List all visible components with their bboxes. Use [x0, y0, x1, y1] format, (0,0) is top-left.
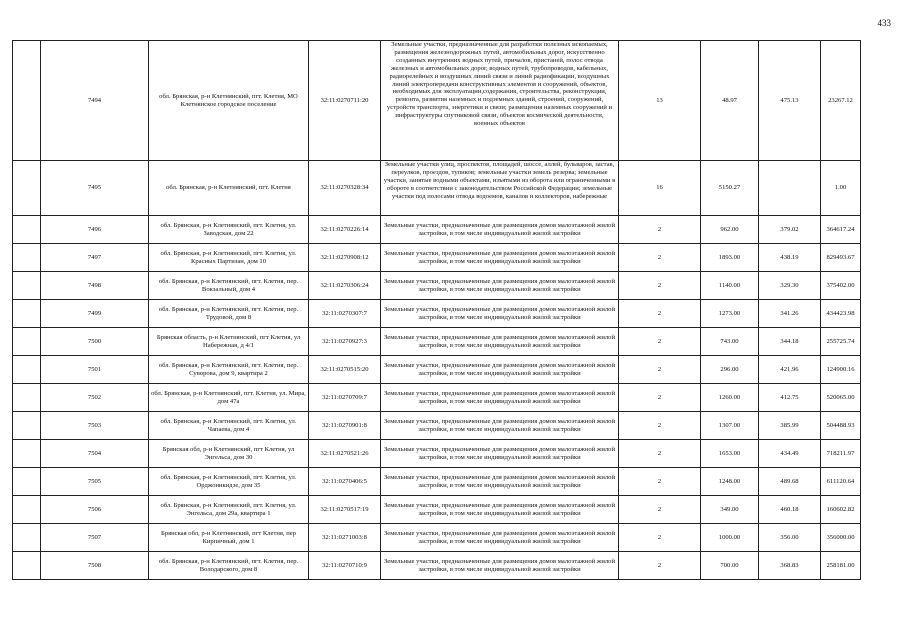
specific-cadastral-value: 438.19 — [759, 244, 821, 272]
specific-cadastral-value: 341.26 — [759, 300, 821, 328]
plot-address: обл. Брянская, р-н Клетнянский, пгт. Клетня, пер. Володарского, дом 8 — [149, 552, 309, 580]
use-group-code: 2 — [619, 328, 701, 356]
plot-address: обл. Брянская, р-н Клетнянский, пгт. Клетня, ул. Красных Партизан, дом 10 — [149, 244, 309, 272]
permitted-use: Земельные участки, предназначенные для размещения домов малоэтажной жилой застройки, в том числе индивидуальной жилой застройки — [381, 300, 619, 328]
cadastral-value: 375402.00 — [821, 272, 861, 300]
use-group-code: 2 — [619, 216, 701, 244]
table-row — [13, 300, 861, 328]
specific-cadastral-value: 379.02 — [759, 216, 821, 244]
table-row — [13, 244, 861, 272]
plot-area: 296.00 — [701, 356, 759, 384]
plot-area: 1140.00 — [701, 272, 759, 300]
plot-area: 1248.00 — [701, 468, 759, 496]
land-plots-table — [12, 40, 861, 580]
plot-address: обл. Брянская, р-н Клетнянский, пгт. Клетня, пер. Вокзальный, дом 4 — [149, 272, 309, 300]
cadastral-number: 32:11:0270226:14 — [309, 216, 381, 244]
plot-area: 1653.00 — [701, 440, 759, 468]
plot-area: 743.00 — [701, 328, 759, 356]
permitted-use: Земельные участки улиц, проспектов, площадей, шоссе, аллей, бульваров, застав, переулков, проездов, тупиков; земельные участки земель резерва; земельные участки, занятые водными объектами, изъятыми из оборота или ограниченными в обороте в соответствии с законодательством Российской Федерации; земельные участки под полосами отвода водоемов, каналов и коллекторов, набережные — [381, 161, 619, 216]
cadastral-number: 32:11:0270927:3 — [309, 328, 381, 356]
table-row — [13, 161, 861, 216]
plot-address: обл. Брянская, р-н Клетнянский, пгт. Клетня, ул. Энгельса, дом 29а, квартира 1 — [149, 496, 309, 524]
use-group-code: 16 — [619, 161, 701, 216]
row-blank-cell — [13, 440, 41, 468]
row-blank-cell — [13, 356, 41, 384]
cadastral-number: 32:11:0270515:20 — [309, 356, 381, 384]
specific-cadastral-value: 385.99 — [759, 412, 821, 440]
row-number: 7501 — [41, 356, 149, 384]
specific-cadastral-value: 434.49 — [759, 440, 821, 468]
plot-area: 48.97 — [701, 41, 759, 161]
cadastral-value: 356000.00 — [821, 524, 861, 552]
row-number: 7500 — [41, 328, 149, 356]
permitted-use: Земельные участки, предназначенные для размещения домов малоэтажной жилой застройки, в том числе индивидуальной жилой застройки — [381, 468, 619, 496]
row-number: 7496 — [41, 216, 149, 244]
row-number: 7508 — [41, 552, 149, 580]
use-group-code: 2 — [619, 244, 701, 272]
permitted-use: Земельные участки, предназначенные для размещения домов малоэтажной жилой застройки, в том числе индивидуальной жилой застройки — [381, 216, 619, 244]
plot-area: 700.00 — [701, 552, 759, 580]
table-row — [13, 552, 861, 580]
cadastral-value: 258181.00 — [821, 552, 861, 580]
cadastral-value: 1.00 — [821, 161, 861, 216]
permitted-use: Земельные участки, предназначенные для размещения домов малоэтажной жилой застройки, в том числе индивидуальной жилой застройки — [381, 272, 619, 300]
use-group-code: 2 — [619, 524, 701, 552]
table-row — [13, 272, 861, 300]
cadastral-number: 32:11:0270517:19 — [309, 496, 381, 524]
plot-address: обл. Брянская, р-н Клетнянский, пгт. Клетня, пер. Суворова, дом 9, квартира 2 — [149, 356, 309, 384]
cadastral-number: 32:11:0270306:24 — [309, 272, 381, 300]
row-number: 7507 — [41, 524, 149, 552]
plot-area: 1273.00 — [701, 300, 759, 328]
use-group-code: 2 — [619, 496, 701, 524]
use-group-code: 2 — [619, 552, 701, 580]
cadastral-number: 32:11:0270709:7 — [309, 384, 381, 412]
permitted-use: Земельные участки, предназначенные для размещения домов малоэтажной жилой застройки, в том числе индивидуальной жилой застройки — [381, 496, 619, 524]
specific-cadastral-value: 368.83 — [759, 552, 821, 580]
specific-cadastral-value — [759, 161, 821, 216]
plot-address: Брянская область, р-н Клетнянский, пгт Клетня, ул Набережная, д 4/1 — [149, 328, 309, 356]
table-row — [13, 496, 861, 524]
cadastral-value: 23267.12 — [821, 41, 861, 161]
cadastral-number: 32:11:0270521:26 — [309, 440, 381, 468]
row-blank-cell — [13, 496, 41, 524]
row-blank-cell — [13, 384, 41, 412]
row-blank-cell — [13, 300, 41, 328]
permitted-use: Земельные участки, предназначенные для размещения домов малоэтажной жилой застройки, в том числе индивидуальной жилой застройки — [381, 328, 619, 356]
plot-address: Брянская обл, р-н Клетнянский, пгт Клетня, пер Кирпичный, дом 1 — [149, 524, 309, 552]
row-number: 7504 — [41, 440, 149, 468]
row-blank-cell — [13, 41, 41, 161]
cadastral-value: 829493.67 — [821, 244, 861, 272]
row-number: 7499 — [41, 300, 149, 328]
row-number: 7494 — [41, 41, 149, 161]
row-blank-cell — [13, 161, 41, 216]
cadastral-value: 611120.64 — [821, 468, 861, 496]
cadastral-value: 124900.16 — [821, 356, 861, 384]
plot-address: обл. Брянская, р-н Клетнянский, пгт. Клетня, пер. Трудовой, дом 8 — [149, 300, 309, 328]
row-number: 7505 — [41, 468, 149, 496]
plot-address: обл. Брянская, р-н Клетнянский, пгт. Клетня, ул. Чапаева, дом 4 — [149, 412, 309, 440]
use-group-code: 13 — [619, 41, 701, 161]
row-number: 7506 — [41, 496, 149, 524]
use-group-code: 2 — [619, 440, 701, 468]
table-row — [13, 356, 861, 384]
row-blank-cell — [13, 272, 41, 300]
cadastral-number: 32:11:0270908:12 — [309, 244, 381, 272]
permitted-use: Земельные участки, предназначенные для размещения домов малоэтажной жилой застройки, в том числе индивидуальной жилой застройки — [381, 384, 619, 412]
plot-area: 962.00 — [701, 216, 759, 244]
row-blank-cell — [13, 216, 41, 244]
cadastral-number: 32:11:0271003:8 — [309, 524, 381, 552]
specific-cadastral-value: 421.96 — [759, 356, 821, 384]
use-group-code: 2 — [619, 412, 701, 440]
permitted-use: Земельные участки, предназначенные для размещения домов малоэтажной жилой застройки, в том числе индивидуальной жилой застройки — [381, 524, 619, 552]
plot-area: 1000.00 — [701, 524, 759, 552]
plot-address: обл. Брянская, р-н Клетнянский, пгт. Клетня, ул. Мира, дом 47а — [149, 384, 309, 412]
cadastral-value: 520065.00 — [821, 384, 861, 412]
cadastral-number: 32:11:0270307:7 — [309, 300, 381, 328]
specific-cadastral-value: 489.68 — [759, 468, 821, 496]
row-number: 7503 — [41, 412, 149, 440]
cadastral-number: 32:11:0270328:34 — [309, 161, 381, 216]
row-number: 7495 — [41, 161, 149, 216]
table-row — [13, 216, 861, 244]
plot-address: обл. Брянская, р-н Клетнянский, пгт. Клетня, ул. Орджоникидзе, дом 35 — [149, 468, 309, 496]
table-row — [13, 524, 861, 552]
row-blank-cell — [13, 524, 41, 552]
cadastral-value: 718211.97 — [821, 440, 861, 468]
cadastral-value: 434423.98 — [821, 300, 861, 328]
specific-cadastral-value: 356.00 — [759, 524, 821, 552]
specific-cadastral-value: 412.75 — [759, 384, 821, 412]
plot-area: 5150.27 — [701, 161, 759, 216]
permitted-use: Земельные участки, предназначенные для разработки полезных ископаемых, размещения железнодорожных путей, автомобильных дорог, искусственно созданных внутренних водных путей, причалов, пристаней, полос отвода железных и автомобильных дорог, водных путей, трубопроводов, кабельных, радиорелейных и воздушных линий связи и линий радиофикации, воздушных линий электропередачи конструктивных элементов и сооружений, объектов, необходимых для эксплуатации,содержания, строительства, реконструкции, ремонта, развития наземных и подземных зданий, строений, сооружений, устройств транспорта, энергетики и связи; размещения наземных сооружений и инфраструктуры спутниковой связи, объектов космической деятельности, военных объектов — [381, 41, 619, 161]
row-blank-cell — [13, 412, 41, 440]
permitted-use: Земельные участки, предназначенные для размещения домов малоэтажной жилой застройки, в том числе индивидуальной жилой застройки — [381, 552, 619, 580]
table-row — [13, 328, 861, 356]
cadastral-number: 32:11:0270711:20 — [309, 41, 381, 161]
cadastral-value: 504488.93 — [821, 412, 861, 440]
permitted-use: Земельные участки, предназначенные для размещения домов малоэтажной жилой застройки, в том числе индивидуальной жилой застройки — [381, 412, 619, 440]
plot-area: 1307.00 — [701, 412, 759, 440]
permitted-use: Земельные участки, предназначенные для размещения домов малоэтажной жилой застройки, в том числе индивидуальной жилой застройки — [381, 244, 619, 272]
plot-area: 1260.00 — [701, 384, 759, 412]
cadastral-number: 32:11:0270901:8 — [309, 412, 381, 440]
cadastral-value: 160602.82 — [821, 496, 861, 524]
use-group-code: 2 — [619, 468, 701, 496]
cadastral-value: 364617.24 — [821, 216, 861, 244]
permitted-use: Земельные участки, предназначенные для размещения домов малоэтажной жилой застройки, в том числе индивидуальной жилой застройки — [381, 440, 619, 468]
specific-cadastral-value: 329.30 — [759, 272, 821, 300]
plot-area: 1893.00 — [701, 244, 759, 272]
plot-address: обл. Брянская, р-н Клетнянский, пгт. Клетня, МО Клетнянское городское поселение — [149, 41, 309, 161]
row-number: 7502 — [41, 384, 149, 412]
cadastral-number: 32:11:0270406:5 — [309, 468, 381, 496]
plot-address: Брянская обл, р-н Клетнянский, пгт Клетня, ул Энгельса, дом 30 — [149, 440, 309, 468]
specific-cadastral-value: 344.18 — [759, 328, 821, 356]
row-blank-cell — [13, 552, 41, 580]
specific-cadastral-value: 475.13 — [759, 41, 821, 161]
row-number: 7498 — [41, 272, 149, 300]
row-blank-cell — [13, 244, 41, 272]
cadastral-value: 255725.74 — [821, 328, 861, 356]
permitted-use: Земельные участки, предназначенные для размещения домов малоэтажной жилой застройки, в том числе индивидуальной жилой застройки — [381, 356, 619, 384]
plot-area: 349.00 — [701, 496, 759, 524]
row-blank-cell — [13, 328, 41, 356]
table-row — [13, 41, 861, 161]
table-row — [13, 384, 861, 412]
row-number: 7497 — [41, 244, 149, 272]
table-row — [13, 468, 861, 496]
table-row — [13, 440, 861, 468]
use-group-code: 2 — [619, 300, 701, 328]
use-group-code: 2 — [619, 384, 701, 412]
use-group-code: 2 — [619, 356, 701, 384]
page-number: 433 — [877, 18, 891, 28]
cadastral-number: 32:11:0270710:9 — [309, 552, 381, 580]
plot-address: обл. Брянская, р-н Клетнянский, пгт. Клетня — [149, 161, 309, 216]
row-blank-cell — [13, 468, 41, 496]
plot-address: обл. Брянская, р-н Клетнянский, пгт. Клетня, ул. Заводская, дом 22 — [149, 216, 309, 244]
table-row — [13, 412, 861, 440]
specific-cadastral-value: 460.18 — [759, 496, 821, 524]
use-group-code: 2 — [619, 272, 701, 300]
